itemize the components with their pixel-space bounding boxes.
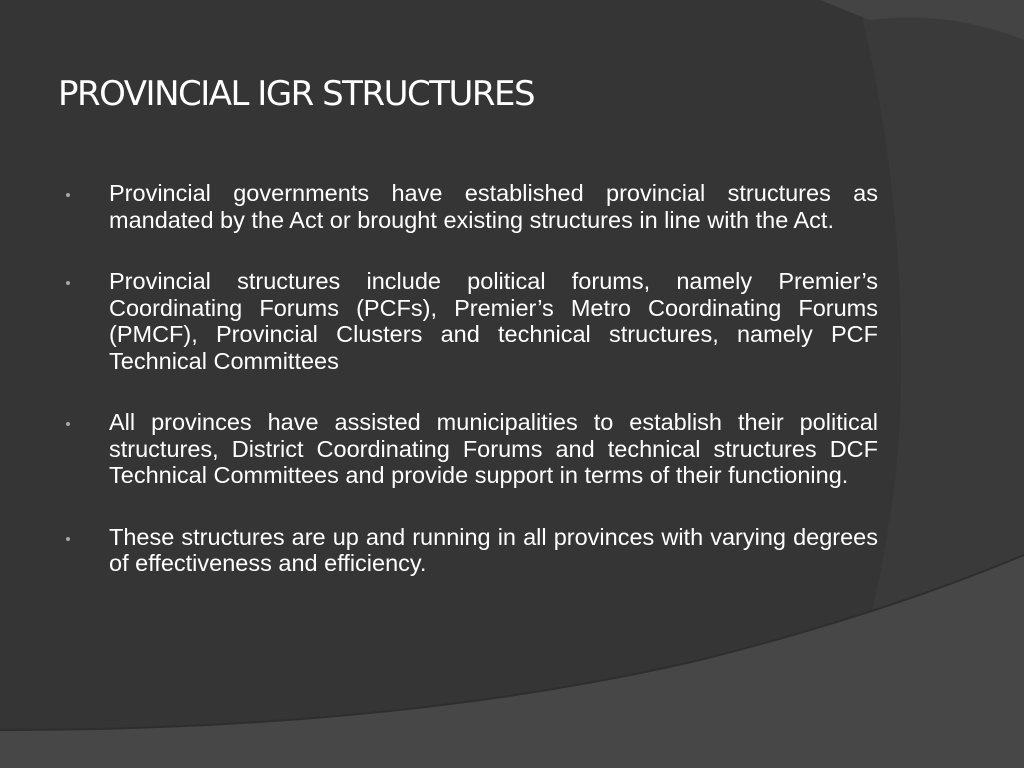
bullet-item: [62, 524, 878, 577]
bullet-icon: [66, 422, 70, 426]
bullet-text: These structures are up and running in all provinces with varying degrees of effectiveness and efficiency.: [109, 523, 878, 576]
bullet-item: [62, 180, 878, 233]
slide-title: PROVINCIAL IGR STRUCTURES: [58, 74, 535, 114]
bullet-list: [62, 180, 878, 612]
bullet-text: Provincial governments have established provincial structures as mandated by the Act or brought existing structures in line with the Act.: [109, 180, 878, 233]
bullet-icon: [66, 193, 70, 197]
bullet-item: [62, 409, 878, 489]
bullet-icon: [66, 537, 70, 541]
bullet-icon: [66, 281, 70, 285]
bullet-text: Provincial structures include political forums, namely Premier’s Coordinating Forums (PCFs), Premier’s Metro Coordinating Forums (PMCF), Provincial Clusters and technical structures, namely PCF Technical Committees: [109, 268, 878, 374]
bullet-item: [62, 268, 878, 374]
bullet-text: All provinces have assisted municipalities to establish their political structures, District Coordinating Forums and technical structures DCF Technical Committees and provide support in terms of their functioning.: [109, 409, 878, 488]
